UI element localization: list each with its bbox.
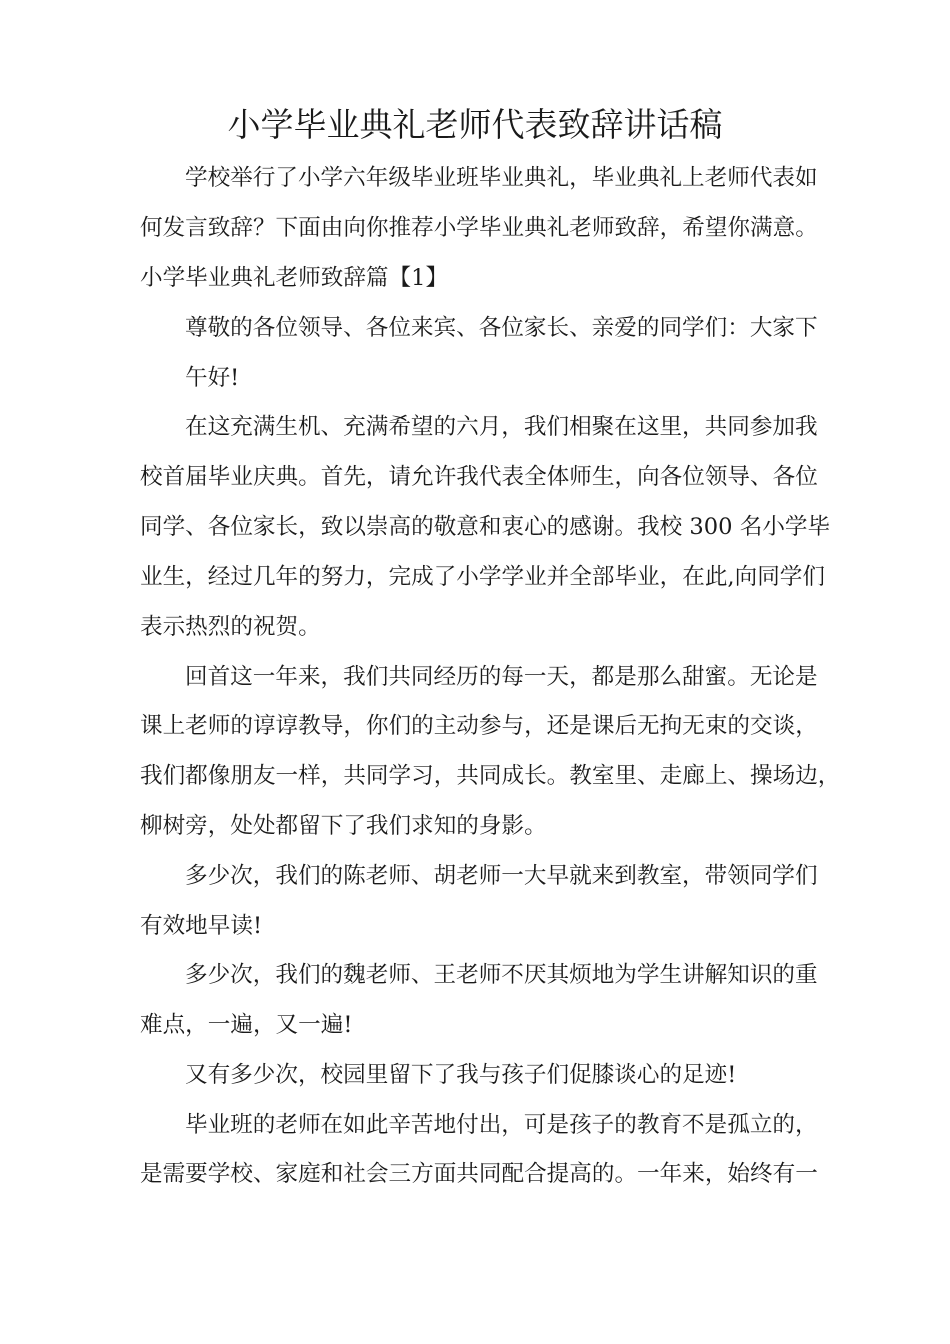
paragraph-line: 学校举行了小学六年级毕业班毕业典礼，毕业典礼上老师代表如 <box>185 165 818 191</box>
paragraph-line: 毕业班的老师在如此辛苦地付出，可是孩子的教育不是孤立的， <box>185 1112 818 1138</box>
paragraph-line: 尊敬的各位领导、各位来宾、各位家长、亲爱的同学们：大家下 <box>185 315 818 341</box>
paragraph-line: 又有多少次，校园里留下了我与孩子们促膝谈心的足迹! <box>185 1062 737 1088</box>
paragraph-line: 柳树旁，处处都留下了我们求知的身影。 <box>140 813 547 839</box>
paragraph-line: 有效地早读! <box>140 913 263 939</box>
paragraph-line: 我们都像朋友一样，共同学习，共同成长。教室里、走廊上、操场边， <box>140 763 841 789</box>
paragraph-line: 业生，经过几年的努力，完成了小学学业并全部毕业，在此,向同学们 <box>140 564 825 590</box>
paragraph-line: 校首届毕业庆典。首先，请允许我代表全体师生，向各位领导、各位 <box>140 464 818 490</box>
paragraph-line: 课上老师的谆谆教导，你们的主动参与，还是课后无拘无束的交谈， <box>140 713 818 739</box>
paragraph-line: 同学、各位家长，致以崇高的敬意和衷心的感谢。我校 300 名小学毕 <box>140 514 831 540</box>
paragraph-line: 午好! <box>185 365 240 391</box>
paragraph-line: 何发言致辞？下面由向你推荐小学毕业典礼老师致辞，希望你满意。 <box>140 215 818 241</box>
section-heading: 小学毕业典礼老师致辞篇【1】 <box>140 265 449 291</box>
paragraph-line: 多少次，我们的陈老师、胡老师一大早就来到教室，带领同学们 <box>185 863 818 889</box>
paragraph-line: 在这充满生机、充满希望的六月，我们相聚在这里，共同参加我 <box>185 414 818 440</box>
paragraph-line: 回首这一年来，我们共同经历的每一天，都是那么甜蜜。无论是 <box>185 664 818 690</box>
paragraph-line: 表示热烈的祝贺。 <box>140 614 321 640</box>
document-title: 小学毕业典礼老师代表致辞讲话稿 <box>227 105 723 144</box>
paragraph-line: 多少次，我们的魏老师、王老师不厌其烦地为学生讲解知识的重 <box>185 962 818 988</box>
paragraph-line: 是需要学校、家庭和社会三方面共同配合提高的。一年来，始终有一 <box>140 1161 818 1187</box>
paragraph-line: 难点，一遍，又一遍! <box>140 1012 353 1038</box>
